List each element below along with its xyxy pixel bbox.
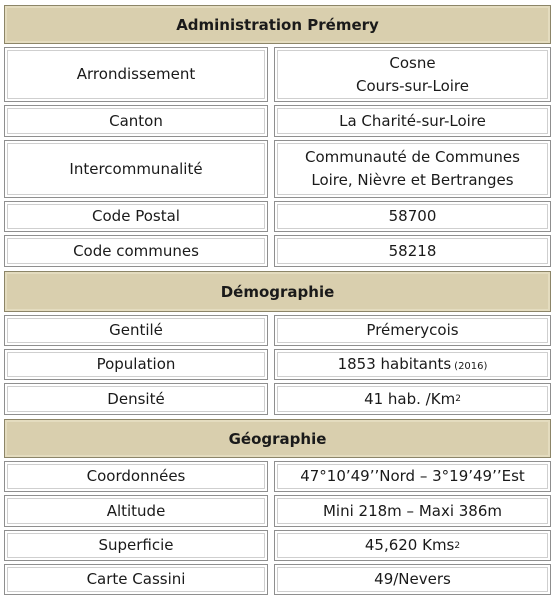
- value-code-postal: 58700: [274, 201, 551, 232]
- section-title-demographie: Démographie: [220, 282, 335, 301]
- label-arrondissement: Arrondissement: [4, 47, 268, 102]
- label-superficie: Superficie: [4, 530, 268, 561]
- row-code-postal: [4, 201, 551, 232]
- value-canton: La Charité-sur-Loire: [274, 105, 551, 137]
- label-densite: Densité: [4, 383, 268, 415]
- row-altitude: [4, 495, 551, 527]
- label-code-communes: Code communes: [4, 235, 268, 267]
- value-superficie: 45,620 Kms 2: [274, 530, 551, 561]
- value-gentile: Prémerycois: [274, 315, 551, 346]
- label-gentile: Gentilé: [4, 315, 268, 346]
- section-header-demographie: [4, 271, 551, 312]
- row-gentile: [4, 315, 551, 346]
- value-coordonnees: 47°10’49’’Nord – 3°19’49’’Est: [274, 461, 551, 492]
- row-code-communes: [4, 235, 551, 267]
- section-header-administration: [4, 5, 551, 44]
- value-altitude: Mini 218m – Maxi 386m: [274, 495, 551, 527]
- row-canton: [4, 105, 551, 137]
- value-intercommunalite: Communauté de Communes Loire, Nièvre et Bertranges: [274, 140, 551, 198]
- label-population: Population: [4, 349, 268, 380]
- label-canton: Canton: [4, 105, 268, 137]
- value-code-communes: 58218: [274, 235, 551, 267]
- row-superficie: [4, 530, 551, 561]
- row-intercommunalite: [4, 140, 551, 198]
- row-population: [4, 349, 551, 380]
- row-densite: [4, 383, 551, 415]
- section-title-geographie: Géographie: [228, 429, 327, 448]
- value-densite: 41 hab. /Km 2: [274, 383, 551, 415]
- label-coordonnees: Coordonnées: [4, 461, 268, 492]
- row-arrondissement: [4, 47, 551, 102]
- section-title-administration: Administration Prémery: [176, 15, 379, 34]
- value-population: 1853 habitants (2016): [274, 349, 551, 380]
- label-intercommunalite: Intercommunalité: [4, 140, 268, 198]
- value-carte-cassini: 49/Nevers: [274, 564, 551, 595]
- label-code-postal: Code Postal: [4, 201, 268, 232]
- section-header-geographie: [4, 419, 551, 458]
- label-altitude: Altitude: [4, 495, 268, 527]
- label-carte-cassini: Carte Cassini: [4, 564, 268, 595]
- row-coordonnees: [4, 461, 551, 492]
- population-year: (2016): [454, 361, 488, 372]
- value-arrondissement: Cosne Cours-sur-Loire: [274, 47, 551, 102]
- row-carte-cassini: [4, 564, 551, 595]
